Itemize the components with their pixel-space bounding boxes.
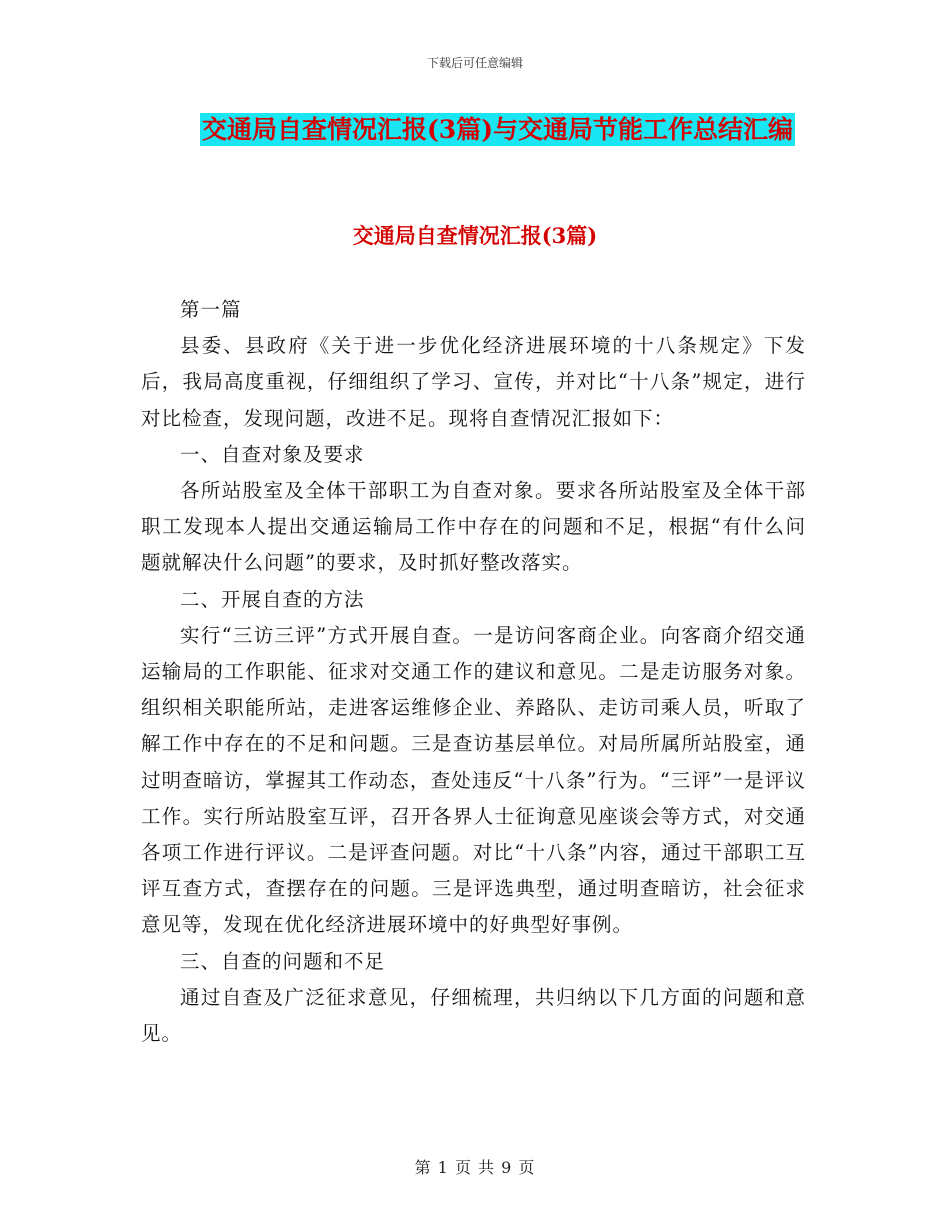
- paragraph-section-label: 第一篇: [180, 298, 242, 321]
- document-title: [190, 108, 805, 152]
- paragraph-method: 实行“三访三评”方式开展自查。一是访问客商企业。向客商介绍交通运输局的工作职能、征求对交通工作的建议和意见。二是走访服务对象。组织相关职能所站，走进客运维修企业、养路队、走访司乘人员，听取了解工作中存在的不足和问题。三是查访基层单位。对局所属所站股室，通过明查暗访，掌握其工作动态，查处违反“十八条”行为。“三评”一是评议工作。实行所站股室互评，召开各界人士征询意见座谈会等方式，对交通各项工作进行评议。二是评查问题。对比“十八条”内容，通过干部职工互评互查方式，查摆存在的问题。三是评选典型，通过明查暗访，社会征求意见等，发现在优化经济进展环境中的好典型好事例。: [141, 623, 806, 937]
- heading-self-check-object: 一、自查对象及要求: [180, 442, 365, 466]
- document-body: [141, 292, 806, 1052]
- paragraph-self-check-object: 各所站股室及全体干部职工为自查对象。要求各所站股室及全体干部职工发现本人提出交通运输局工作中存在的问题和不足，根据“有什么问题就解决什么问题”的要求，及时抓好整改落实。: [141, 479, 806, 575]
- page-number-footer: 第 1 页 共 9 页: [414, 1158, 536, 1177]
- heading-problems: 三、自查的问题和不足: [180, 949, 386, 973]
- paragraph-problems: 通过自查及广泛征求意见，仔细梳理，共归纳以下几方面的问题和意见。: [141, 985, 806, 1046]
- title-highlight: 交通局自查情况汇报(3篇)与交通局节能工作总结汇编: [201, 115, 794, 144]
- paragraph-intro: 县委、县政府《关于进一步优化经济进展环境的十八条规定》下发后，我局高度重视，仔细组织了学习、宣传，并对比“十八条”规定，进行对比检查，发现问题，改进不足。现将自查情况汇报如下：: [141, 334, 806, 430]
- header-note: 下载后可任意编辑: [426, 56, 523, 70]
- heading-method: 二、开展自查的方法: [180, 587, 365, 611]
- section-title: 交通局自查情况汇报(3篇): [352, 223, 598, 248]
